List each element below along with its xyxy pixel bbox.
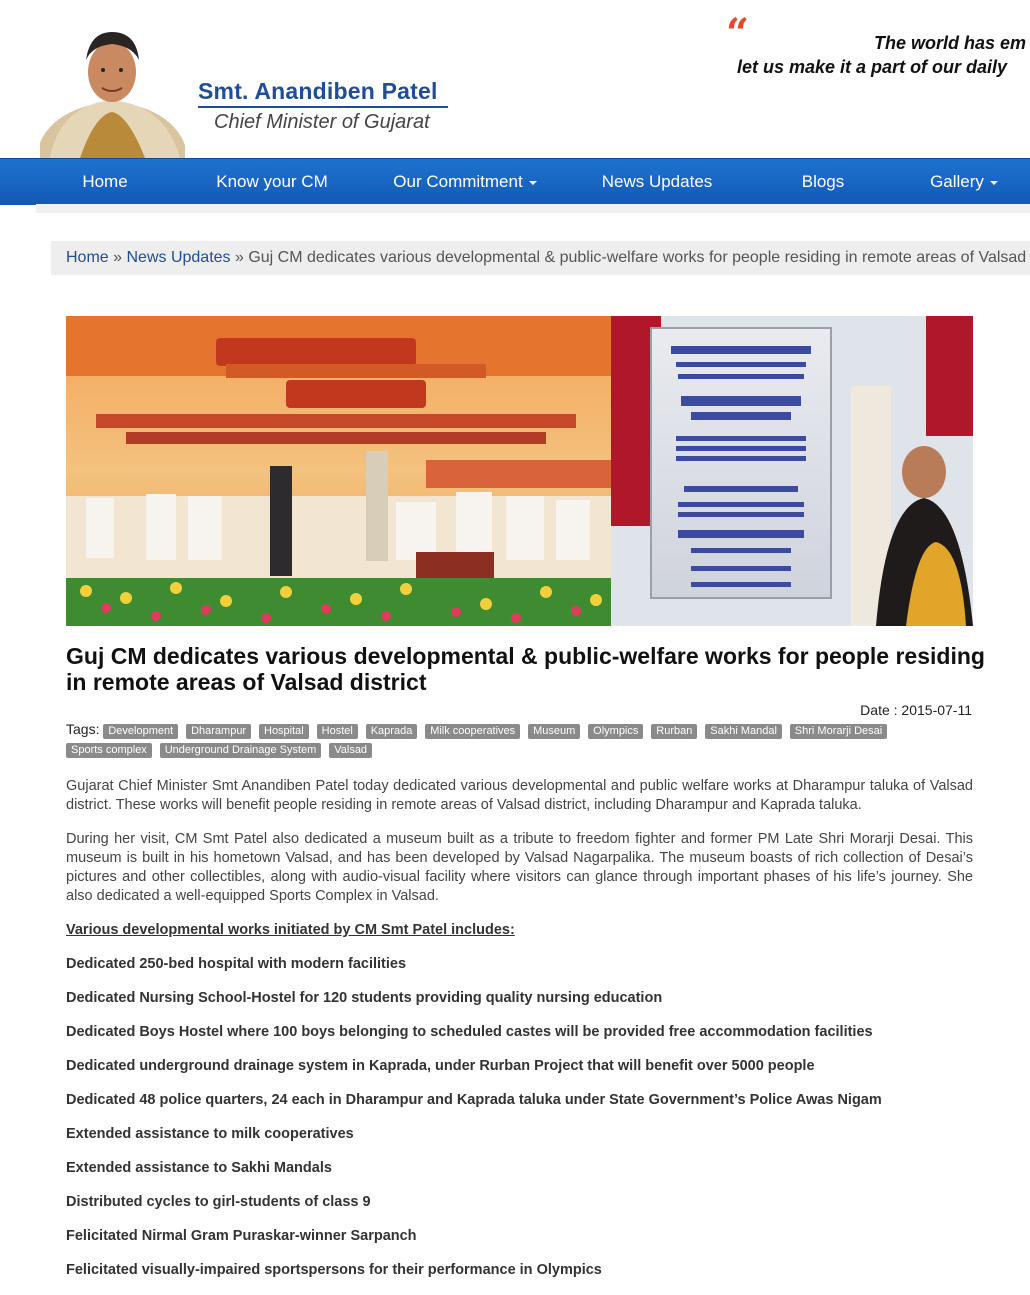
tag-link[interactable]: Olympics xyxy=(588,724,643,739)
nav-gallery[interactable]: Gallery xyxy=(918,159,1010,205)
list-item: Felicitated Nirmal Gram Puraskar-winner Sarpanch xyxy=(66,1228,417,1244)
list-item: Distributed cycles to girl-students of class 9 xyxy=(66,1194,371,1210)
tag-link[interactable]: Dharampur xyxy=(186,724,251,739)
nav-news-updates[interactable]: News Updates xyxy=(601,172,713,191)
article-paragraph: Gujarat Chief Minister Smt Anandiben Patel today dedicated various developmental and public welfare works at Dharampur taluka of Valsad district. These works will benefit people residing in remote areas of Valsad district, including Dharampur and Kaprada taluka. xyxy=(66,778,973,813)
tag-link[interactable]: Valsad xyxy=(329,743,372,758)
list-item: Dedicated underground drainage system in Kaprada, under Rurban Project that will benefit over 5000 people xyxy=(66,1058,815,1074)
tag-link[interactable]: Underground Drainage System xyxy=(160,743,322,758)
tag-link[interactable]: Kaprada xyxy=(366,724,418,739)
list-item: Extended assistance to Sakhi Mandals xyxy=(66,1160,332,1176)
nav-shadow xyxy=(36,204,1030,213)
tag-link[interactable]: Development xyxy=(103,724,178,739)
list-item: Extended assistance to milk cooperatives xyxy=(66,1126,354,1142)
article-paragraph: During her visit, CM Smt Patel also dedicated a museum built as a tribute to freedom fighter and former PM Late Shri Morarji Desai. This museum is built in his hometown Valsad, and has been developed by Valsad Nagarpalika. The museum boasts of rich collection of Desai’s pictures and other collectibles, along with audio-visual facility where visitors can glance through important phases of his life’s journey. She also dedicated a well-equipped Sports Complex in Valsad. xyxy=(66,831,973,904)
quote-icon: “ xyxy=(726,10,750,57)
list-heading: Various developmental works initiated by CM Smt Patel includes: xyxy=(66,922,515,938)
nav-know-your-cm[interactable]: Know your CM xyxy=(216,172,328,191)
list-item: Dedicated 250-bed hospital with modern facilities xyxy=(66,956,407,972)
nav-our-commitment[interactable]: Our Commitment xyxy=(380,159,550,205)
cm-portrait xyxy=(40,20,185,158)
article-hero-image xyxy=(66,316,973,626)
quote-line-1: The world has em xyxy=(874,33,1027,53)
breadcrumb xyxy=(51,241,1030,275)
article-body xyxy=(66,777,973,1295)
tag-link[interactable]: Sports complex xyxy=(66,743,152,758)
breadcrumb-current: Guj CM dedicates various developmental & public-welfare works for people residing in remote areas of Valsad xyxy=(248,249,1027,266)
cm-name[interactable]: Smt. Anandiben Patel xyxy=(198,78,438,104)
cm-name-underline xyxy=(198,106,448,108)
list-item: Dedicated 48 police quarters, 24 each in Dharampur and Kaprada taluka under State Government’s Police Awas Nigam xyxy=(66,1092,882,1108)
list-item: Dedicated Boys Hostel where 100 boys belonging to scheduled castes will be provided free accommodation facilities xyxy=(66,1024,873,1040)
breadcrumb-sep: » xyxy=(108,249,127,266)
tag-link[interactable]: Milk cooperatives xyxy=(425,724,520,739)
breadcrumb-sep: » xyxy=(230,249,249,266)
tag-link[interactable]: Hospital xyxy=(259,724,309,739)
breadcrumb-home[interactable]: Home xyxy=(66,249,109,266)
nav-home[interactable]: Home xyxy=(82,172,128,191)
tags-label: Tags: xyxy=(66,721,100,737)
cm-title: Chief Minister of Gujarat xyxy=(214,111,430,133)
list-item: Felicitated visually-impaired sportspersons for their performance in Olympics xyxy=(66,1262,602,1278)
tag-link[interactable]: Museum xyxy=(528,724,580,739)
tag-link[interactable]: Sakhi Mandal xyxy=(705,724,782,739)
nav-blogs[interactable]: Blogs xyxy=(801,172,845,191)
tag-link[interactable]: Hostel xyxy=(317,724,358,739)
article-title: Guj CM dedicates various developmental & public-welfare works for people residing in remote areas of Valsad district xyxy=(66,643,985,695)
tag-link[interactable]: Rurban xyxy=(651,724,697,739)
main-nav xyxy=(0,158,1030,205)
chevron-down-icon xyxy=(990,181,998,185)
site-header xyxy=(0,0,1030,158)
list-item: Dedicated Nursing School-Hostel for 120 students providing quality nursing education xyxy=(66,990,663,1006)
chevron-down-icon xyxy=(529,181,537,185)
article-tags xyxy=(66,720,976,758)
breadcrumb-news[interactable]: News Updates xyxy=(126,249,231,266)
article-date: Date : 2015-07-11 xyxy=(860,702,972,718)
tag-link[interactable]: Shri Morarji Desai xyxy=(790,724,887,739)
quote-line-2: let us make it a part of our daily xyxy=(737,57,1008,77)
